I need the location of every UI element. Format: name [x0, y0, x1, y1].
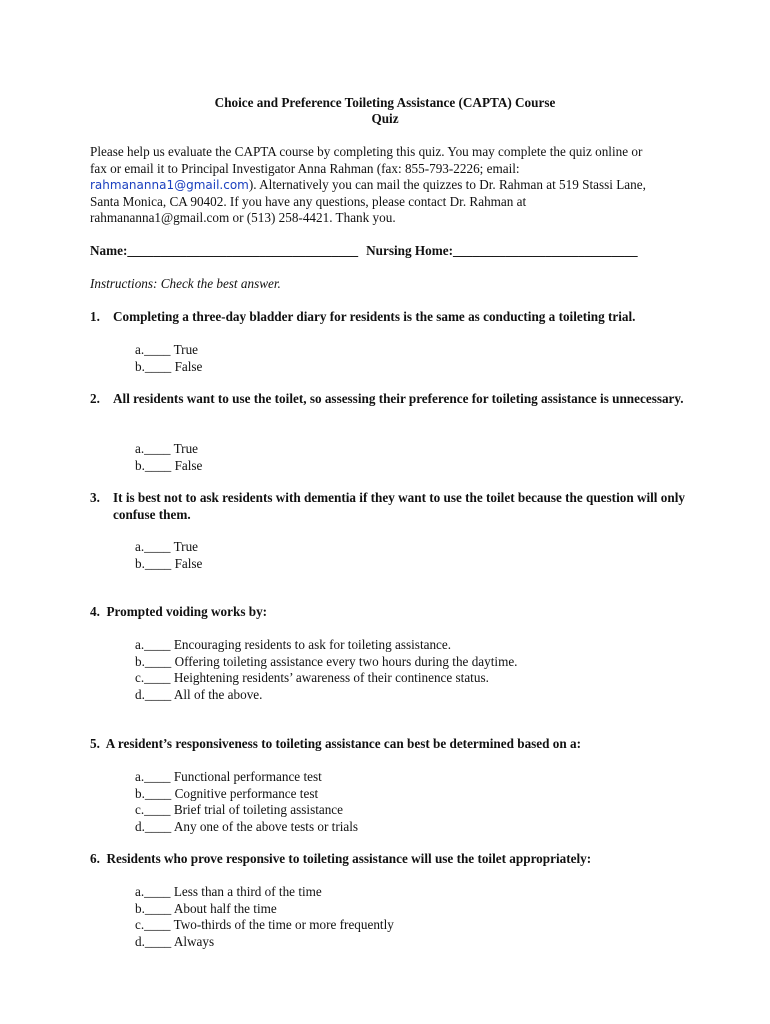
option-d[interactable]: d.____ Any one of the above tests or trials: [135, 818, 359, 834]
question-5: [90, 736, 690, 753]
intro-line-3: [90, 177, 710, 194]
name-row: [90, 243, 638, 260]
option-b[interactable]: b.____ About half the time: [135, 900, 277, 916]
question-6: [90, 851, 690, 868]
question-4-options: [135, 637, 517, 703]
name-field[interactable]: Name:___________________________________: [90, 243, 359, 258]
question-1: [90, 309, 690, 326]
option-b[interactable]: b.____ Cognitive performance test: [135, 785, 319, 801]
intro-paragraph: [90, 144, 710, 227]
option-b[interactable]: b.____ False: [135, 555, 203, 571]
question-number: 1.: [90, 309, 100, 324]
instructions: Instructions: Check the best answer.: [90, 276, 281, 291]
question-text: It is best not to ask residents with dementia if they want to use the toilet because the question will only confuse them.: [113, 490, 685, 522]
option-d[interactable]: d.____ Always: [135, 933, 215, 949]
nursing-home-field[interactable]: Nursing Home:____________________________: [366, 243, 638, 258]
question-2: [90, 391, 690, 408]
question-number: 3.: [90, 490, 100, 505]
question-6-options: [135, 884, 394, 950]
question-number: 4.: [90, 604, 100, 619]
option-a[interactable]: a.____ True: [135, 342, 199, 357]
option-d[interactable]: d.____ All of the above.: [135, 686, 263, 702]
question-text: Residents who prove responsive to toileting assistance will use the toilet appropriately:: [106, 851, 592, 866]
question-text: All residents want to use the toilet, so assessing their preference for toileting assistance is unnecessary.: [113, 391, 684, 406]
question-1-options: [135, 342, 202, 375]
question-text: A resident’s responsiveness to toileting assistance can best be determined based on a:: [105, 736, 582, 751]
intro-line-4: Santa Monica, CA 90402. If you have any questions, please contact Dr. Rahman at: [90, 193, 527, 209]
option-c[interactable]: c.____ Two-thirds of the time or more frequently: [135, 917, 394, 933]
option-b[interactable]: b.____ Offering toileting assistance every two hours during the daytime.: [135, 653, 518, 669]
question-5-options: [135, 769, 358, 835]
question-number: 2.: [90, 391, 100, 406]
intro-line-2: fax or email it to Principal Investigator Anna Rahman (fax: 855-793-2226; email:: [90, 160, 520, 176]
question-text: Completing a three-day bladder diary for residents is the same as conducting a toileting trial.: [113, 309, 636, 324]
intro-line-1: Please help us evaluate the CAPTA course by completing this quiz. You may complete the quiz online or: [90, 144, 643, 159]
option-b[interactable]: b.____ False: [135, 457, 203, 473]
option-b[interactable]: b.____ False: [135, 358, 203, 374]
option-c[interactable]: c.____ Brief trial of toileting assistance: [135, 802, 344, 818]
document-title: Choice and Preference Toileting Assistance (CAPTA) Course: [214, 95, 556, 110]
intro-line-3-rest: ). Alternatively you can mail the quizzes to Dr. Rahman at 519 Stassi Lane,: [248, 177, 646, 193]
option-a[interactable]: a.____ True: [135, 441, 199, 456]
email-link[interactable]: rahmananna1@gmail.com: [90, 178, 249, 193]
question-number: 6.: [90, 851, 100, 866]
option-c[interactable]: c.____ Heightening residents’ awareness of their continence status.: [135, 670, 489, 686]
option-a[interactable]: a.____ Functional performance test: [135, 769, 322, 784]
question-number: 5.: [90, 736, 100, 751]
option-a[interactable]: a.____ Less than a third of the time: [135, 884, 322, 899]
intro-line-5: rahmananna1@gmail.com or (513) 258-4421. Thank you.: [90, 210, 396, 226]
option-a[interactable]: a.____ Encouraging residents to ask for toileting assistance.: [135, 637, 452, 652]
question-2-options: [135, 441, 202, 474]
question-4: [90, 604, 690, 621]
option-a[interactable]: a.____ True: [135, 539, 199, 554]
question-text: Prompted voiding works by:: [106, 604, 268, 619]
question-3: [90, 490, 690, 523]
document-subtitle: Quiz: [371, 111, 399, 126]
question-3-options: [135, 539, 202, 572]
